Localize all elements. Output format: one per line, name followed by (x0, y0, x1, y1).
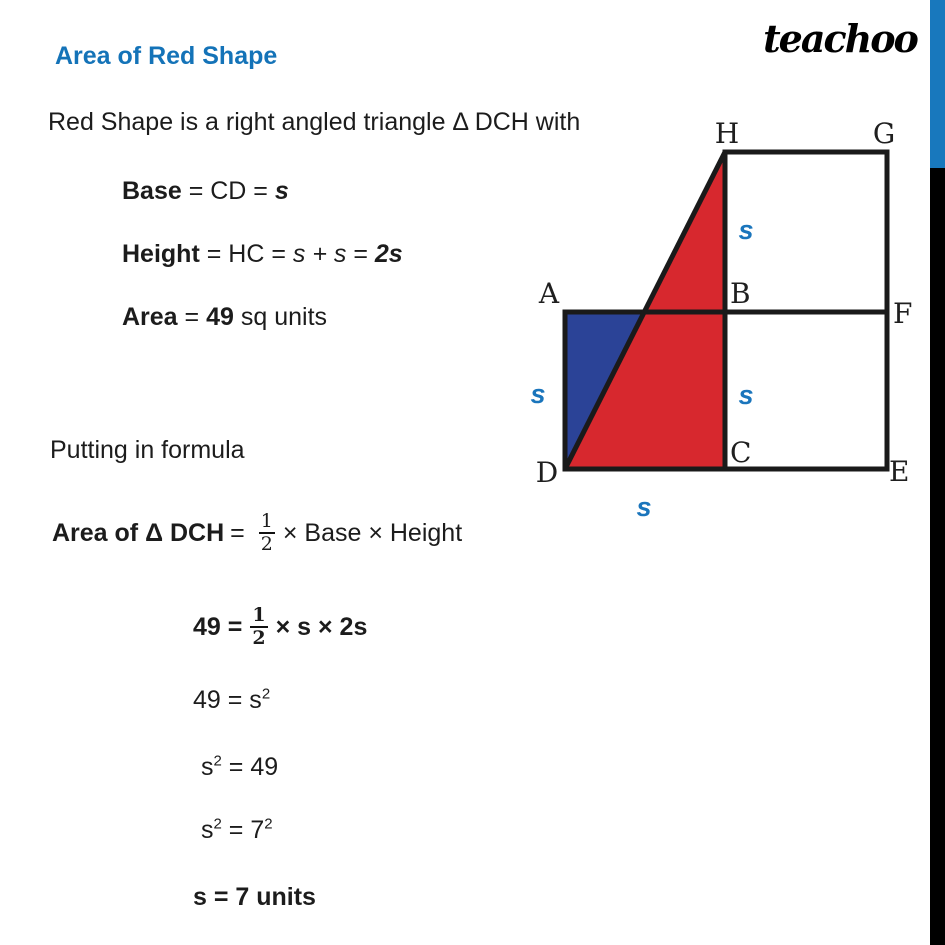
step3-a: s (201, 753, 214, 781)
height-mid: = HC = (199, 240, 293, 268)
step4-b: = 7 (221, 816, 265, 844)
vertex-E: E (889, 455, 910, 488)
height-plus: + (305, 240, 334, 268)
edge-bar-blue (930, 0, 945, 168)
step-2 (193, 686, 270, 715)
step1-pre: 49 = (193, 612, 243, 641)
step2-exponent: 2 (261, 685, 271, 703)
step3-b: = 49 (221, 753, 279, 781)
step1-post: × s × 2s (275, 612, 368, 641)
step1-numerator: 1 (252, 604, 266, 627)
base-mid: = CD = (181, 177, 275, 205)
formula-rhs: × Base × Height (282, 518, 463, 547)
height-eq: = (346, 240, 375, 268)
area-label: Area (122, 303, 178, 331)
height-value: 2s (374, 240, 403, 268)
teachoo-logo: teachoo (763, 16, 917, 61)
vertex-H: H (714, 117, 740, 150)
formula-lhs: Area of Δ DCH (52, 518, 225, 547)
base-value: s (274, 177, 289, 205)
step4-a: s (201, 816, 214, 844)
formula-eq: = (230, 518, 245, 547)
putting-text: Putting in formula (50, 436, 245, 464)
step-4 (201, 816, 273, 845)
step1-fraction (250, 605, 267, 649)
base-label: Base (122, 177, 182, 205)
area-suffix: sq units (233, 303, 328, 331)
edge-bar-black (930, 168, 945, 945)
intro-text: Red Shape is a right angled triangle Δ DCH with (48, 108, 581, 136)
vertex-G: G (872, 117, 896, 150)
side-label-right: s (738, 380, 754, 410)
given-area (122, 303, 327, 332)
fraction-half (259, 511, 275, 555)
side-label-bottom: s (636, 492, 652, 522)
formula-line (52, 502, 462, 564)
step4-exponent2: 2 (264, 815, 273, 833)
vertex-C: C (730, 436, 752, 469)
step-5-answer: s = 7 units (193, 883, 316, 911)
height-label: Height (122, 240, 200, 268)
area-eq: = (177, 303, 207, 331)
area-value: 49 (206, 303, 234, 331)
height-s1: s (292, 240, 306, 268)
step2-text: 49 = s (193, 686, 262, 714)
side-label-left: s (530, 379, 546, 409)
vertex-F: F (893, 297, 913, 330)
fraction-numerator: 1 (260, 510, 273, 533)
vertex-A: A (538, 277, 560, 310)
given-height (122, 240, 403, 269)
step4-exponent1: 2 (213, 815, 222, 833)
fraction-denominator: 2 (260, 533, 273, 555)
geometry-diagram (520, 115, 925, 530)
side-label-top: s (738, 215, 754, 245)
height-s2: s (333, 240, 347, 268)
vertex-D: D (535, 456, 559, 489)
vertex-B: B (730, 277, 751, 310)
page-title: Area of Red Shape (55, 42, 278, 70)
step3-exponent: 2 (213, 752, 222, 770)
step-3 (201, 753, 278, 782)
given-base (122, 177, 289, 206)
step-1 (193, 596, 367, 658)
step1-denominator: 2 (252, 627, 266, 649)
